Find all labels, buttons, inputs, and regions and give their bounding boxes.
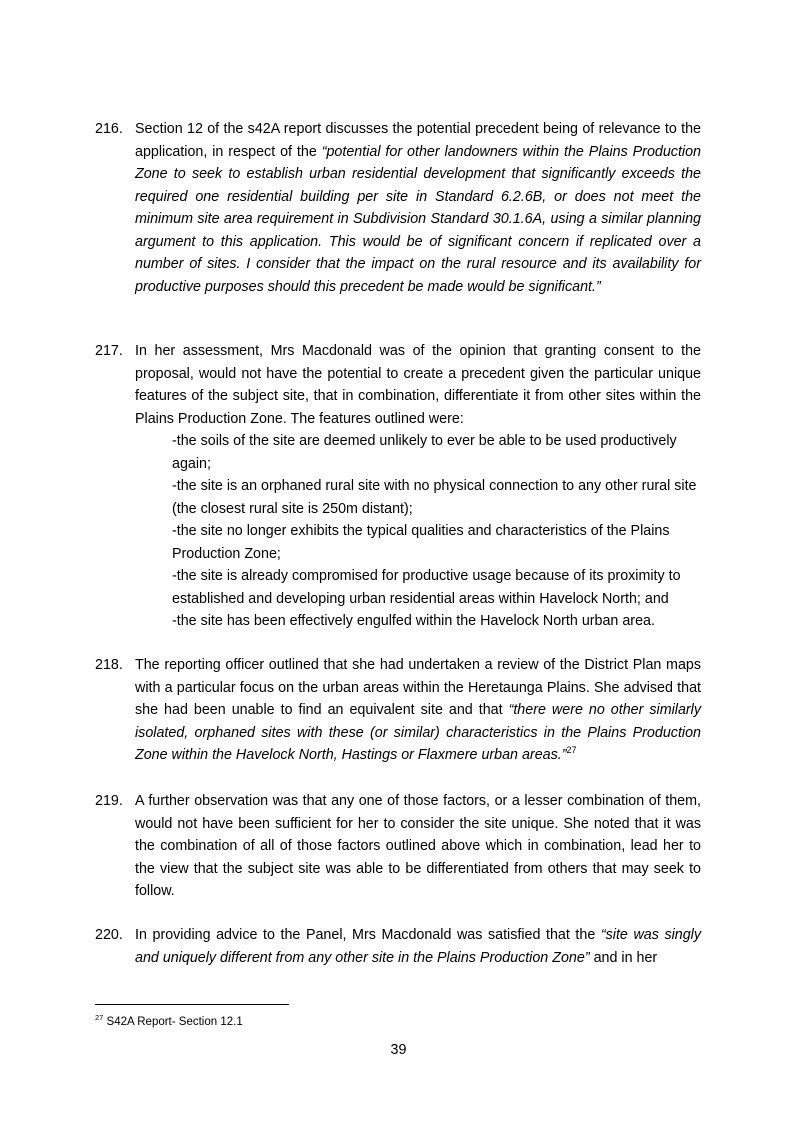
feature-item: -the site is an orphaned rural site with no physical connection to any other rural site (the closest rural site is 250m distant);	[172, 478, 697, 517]
footnote-text: S42A Report- Section 12.1	[106, 1016, 243, 1028]
paragraph-text-segment: In her assessment, Mrs Macdonald was of the opinion that granting consent to the proposal, would not have the potential to create a precedent given the particular unique features of the subject site, that in combination, differentiate it from other sites within the Plains Production Zone. The features outlined were:	[135, 343, 701, 427]
quoted-text: “there were no other similarly isolated, orphaned sites with these (or similar) characteristics in the Plains Production Zone within the Havelock North, Hastings or Flaxmere urban areas.”	[135, 702, 701, 763]
page-number: 39	[390, 1042, 407, 1058]
paragraph-text	[135, 340, 701, 430]
paragraph-text	[135, 924, 701, 969]
quoted-text: “potential for other landowners within the Plains Production Zone to seek to establish urban residential development that significantly exceeds the required one residential building per site in Standard 6.2.6B, or does not meet the minimum site area requirement in Subdivision Standard 30.1.6A, using a similar planning argument to this application. This would be of significant concern if replicated over a number of sites. I consider that the impact on the rural resource and its availability for productive purposes should this precedent be made would be significant.”	[135, 143, 701, 295]
paragraph-219	[95, 790, 701, 903]
paragraph-number: 220.	[95, 927, 123, 943]
feature-item: -the site no longer exhibits the typical qualities and characteristics of the Plains Production Zone;	[172, 523, 670, 562]
feature-list	[172, 430, 701, 633]
paragraph-number: 217.	[95, 343, 123, 359]
paragraph-number: 219.	[95, 793, 123, 809]
paragraph-220	[95, 924, 701, 969]
paragraph-217	[95, 340, 701, 633]
footnote-separator	[95, 1004, 289, 1005]
paragraph-218	[95, 654, 701, 767]
footnote-reference: 27	[566, 745, 577, 756]
paragraph-text-segment: In providing advice to the Panel, Mrs Macdonald was satisfied that the	[135, 927, 601, 943]
feature-item: -the soils of the site are deemed unlikely to ever be able to be used productively again;	[172, 433, 677, 472]
feature-item: -the site has been effectively engulfed within the Havelock North urban area.	[172, 613, 655, 629]
paragraph-text	[135, 118, 701, 298]
paragraph-216	[95, 118, 701, 298]
paragraph-text-segment: and in her	[589, 949, 658, 966]
feature-item: -the site is already compromised for productive usage because of its proximity to established and developing urban residential areas within Havelock North; and	[172, 568, 681, 607]
paragraph-text-segment: Section 12 of the s42A report discusses the potential precedent being of relevance to the application, in respect of the	[135, 121, 701, 160]
footnote-marker: 27	[95, 1013, 104, 1023]
paragraph-number: 218.	[95, 657, 123, 673]
paragraph-text-segment: The reporting officer outlined that she had undertaken a review of the District Plan maps with a particular focus on the urban areas within the Heretaunga Plains. She advised that she had been unable to find an equivalent site and that	[135, 657, 701, 718]
paragraph-text	[135, 790, 701, 903]
paragraph-text-segment: A further observation was that any one of those factors, or a lesser combination of them, would not have been sufficient for her to consider the site unique. She noted that it was the combination of all of those factors outlined above which in combination, lead her to the view that the subject site was able to be differentiated from others that may seek to follow.	[135, 793, 701, 899]
footnote	[95, 1013, 243, 1028]
paragraph-text	[135, 654, 701, 767]
quoted-text: “site was singly and uniquely different from any other site in the Plains Production Zone”	[135, 927, 701, 966]
paragraph-number: 216.	[95, 121, 123, 137]
